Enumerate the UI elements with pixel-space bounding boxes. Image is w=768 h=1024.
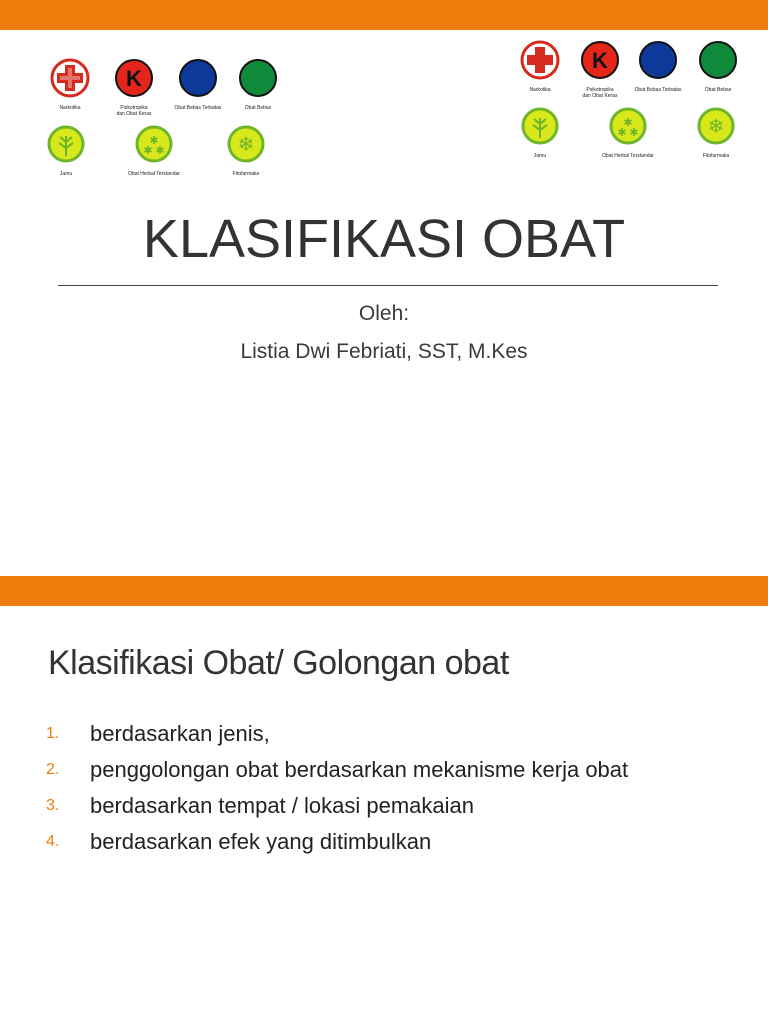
logo-obat-herbal-terstandar [588,106,668,159]
slide-header-bar [0,0,768,30]
logo-caption: Obat Bebas Terbatas [174,105,222,111]
list-item [46,716,628,752]
logo-fitofarmaka [206,124,286,177]
list-number: 2. [46,761,60,778]
jamu-icon [520,106,560,146]
logo-obat-bebas [218,58,298,111]
obat-herbal-terstandar-icon [134,124,174,164]
classification-list [46,716,628,860]
jamu-icon [46,124,86,164]
svg-text:✱: ✱ [143,144,153,157]
title-divider [58,285,718,286]
svg-text:✱: ✱ [149,134,159,147]
logo-caption: Obat Bebas Terbatas [634,87,682,93]
logo-panel-left [30,58,280,188]
obat-bebas-icon [698,40,738,80]
fitofarmaka-icon [226,124,266,164]
logo-caption: Psikotropika dan Obat Keras [116,105,152,117]
list-item [46,752,628,788]
fitofarmaka-icon [696,106,736,146]
logo-fitofarmaka [676,106,756,159]
list-text: berdasarkan efek yang ditimbulkan [90,829,432,854]
author-name: Listia Dwi Febriati, SST, M.Kes [240,340,528,363]
logo-caption: Obat Bebas [704,87,732,93]
svg-text:✱: ✱ [623,116,633,129]
logo-jamu [500,106,580,159]
logo-caption: Jamu [533,153,547,159]
obat-bebas-terbatas-icon [178,58,218,98]
list-item [46,788,628,824]
logo-caption: Psikotropika dan Obat Keras [582,87,618,99]
logo-caption: Jamu [59,171,73,177]
logo-caption: Narkotika [59,105,81,111]
svg-text:❄: ❄ [707,114,725,138]
svg-text:K: K [592,48,608,73]
svg-text:✱: ✱ [629,126,639,139]
logo-caption: Obat Bebas [244,105,272,111]
slide-heading: Klasifikasi Obat/ Golongan obat [48,644,509,682]
svg-text:✱: ✱ [617,126,627,139]
narkotika-cross-icon [520,40,560,80]
obat-bebas-icon [238,58,278,98]
logo-caption: Narkotika [529,87,551,93]
logo-obat-herbal-terstandar [114,124,194,177]
obat-herbal-terstandar-icon [608,106,648,146]
list-number: 1. [46,725,60,742]
list-number: 4. [46,833,60,850]
logo-caption: Fitofarmaka [232,171,260,177]
content-slide [0,576,768,1024]
logo-jamu [26,124,106,177]
author-label: Oleh: [358,302,410,325]
psikotropika-k-icon [580,40,620,80]
logo-panel-right [500,40,750,170]
list-text: berdasarkan jenis, [90,721,270,746]
svg-text:✱: ✱ [155,144,165,157]
svg-text:❄: ❄ [237,132,255,156]
svg-text:K: K [126,66,142,91]
list-text: penggolongan obat berdasarkan mekanisme kerja obat [90,757,629,782]
list-text: berdasarkan tempat / lokasi pemakaian [90,793,474,818]
logo-caption: Obat Herbal Terstandar [128,171,180,177]
logo-caption: Obat Herbal Terstandar [602,153,654,159]
obat-bebas-terbatas-icon [638,40,678,80]
narkotika-cross-icon [50,58,90,98]
list-item [46,824,628,860]
logo-caption: Fitofarmaka [702,153,730,159]
list-number: 3. [46,797,60,814]
slide-header-bar [0,576,768,606]
slide-title: KLASIFIKASI OBAT [142,209,626,269]
psikotropika-k-icon [114,58,154,98]
logo-obat-bebas [678,40,758,93]
